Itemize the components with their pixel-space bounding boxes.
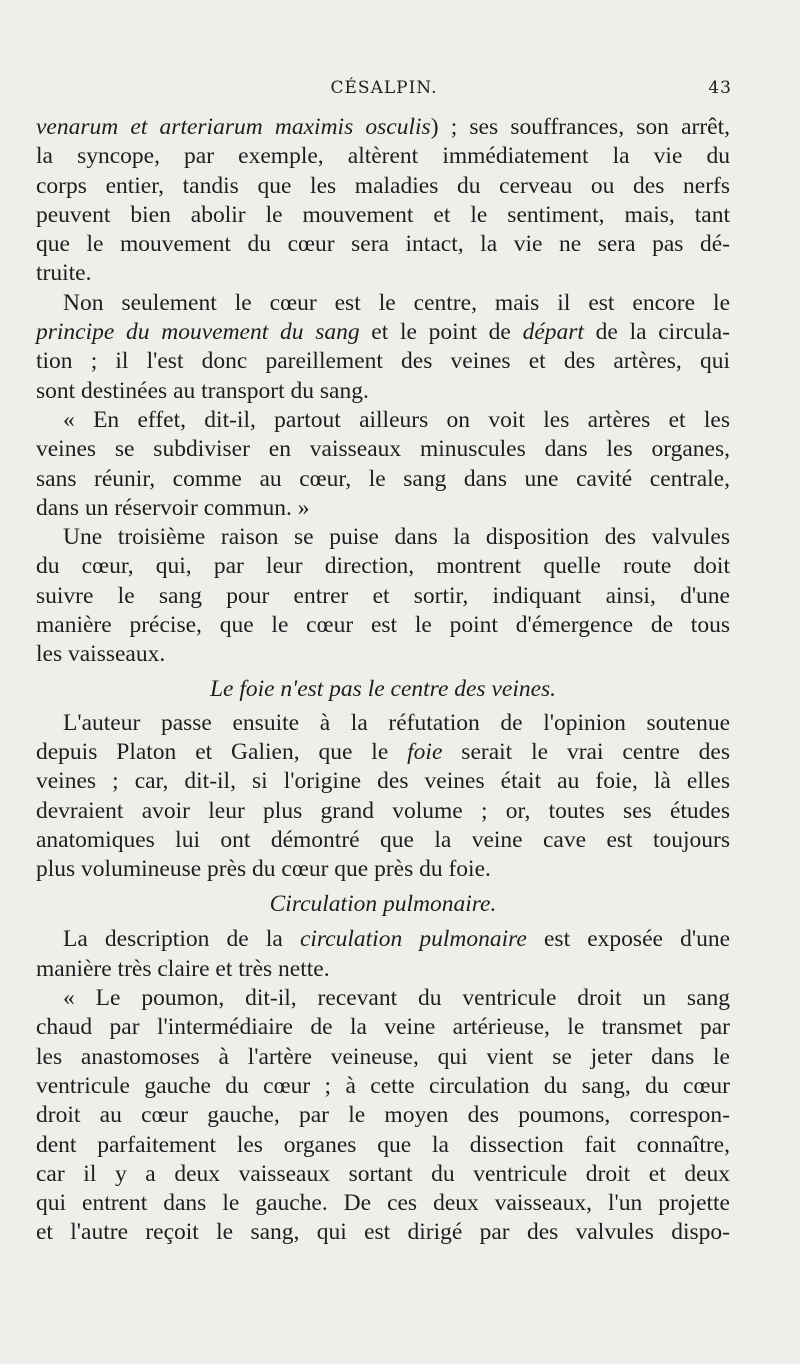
text-line: Une troisième raison se puise dans la disposition des valvules xyxy=(63,524,730,551)
text-line: ventricule gauche du cœur ; à cette circulation du sang, du cœur xyxy=(36,1072,730,1099)
text-line: et l'autre reçoit le sang, qui est dirigé par des valvules dispo- xyxy=(36,1219,730,1246)
text-line: veines ; car, dit-il, si l'origine des veines était au foie, là elles xyxy=(36,768,730,795)
text-line: « En effet, dit-il, partout ailleurs on voit les artères et les xyxy=(63,406,730,433)
text-line: sans réunir, comme au cœur, le sang dans une cavité centrale, xyxy=(36,465,730,492)
text-line: truite. xyxy=(36,260,92,287)
text-line: tion ; il l'est donc pareillement des veines et des artères, qui xyxy=(36,348,730,375)
text-line: L'auteur passe ensuite à la réfutation de l'opinion soutenue xyxy=(63,709,730,736)
text-line: les vaisseaux. xyxy=(36,641,166,668)
text-line: sont destinées au transport du sang. xyxy=(36,377,369,404)
page-body xyxy=(36,113,730,1248)
text-line: du cœur, qui, par leur direction, montrent quelle route doit xyxy=(36,553,730,580)
text-line: La description de la circulation pulmonaire est exposée d'une xyxy=(63,926,730,953)
text-line: que le mouvement du cœur sera intact, la vie ne sera pas dé- xyxy=(36,231,730,258)
text-line: plus volumineuse près du cœur que près du foie. xyxy=(36,856,491,883)
text-line: veines se subdiviser en vaisseaux minuscules dans les organes, xyxy=(36,436,730,463)
text-line: principe du mouvement du sang et le point de départ de la circula- xyxy=(36,319,730,346)
text-line: anatomiques lui ont démontré que la veine cave est toujours xyxy=(36,826,730,853)
text-line: manière très claire et très nette. xyxy=(36,955,330,982)
text-line: manière précise, que le cœur est le point d'émergence de tous xyxy=(36,612,730,639)
section-heading: Le foie n'est pas le centre des veines. xyxy=(209,675,557,702)
running-title: CÉSALPIN. xyxy=(330,78,438,98)
section-heading: Circulation pulmonaire. xyxy=(269,891,497,918)
text-line: chaud par l'intermédiaire de la veine artérieuse, le transmet par xyxy=(36,1014,730,1041)
running-header xyxy=(36,78,732,102)
text-line: « Le poumon, dit-il, recevant du ventricule droit un sang xyxy=(63,985,730,1012)
text-line: suivre le sang pour entrer et sortir, indiquant ainsi, d'une xyxy=(36,582,730,609)
text-line: car il y a deux vaisseaux sortant du ventricule droit et deux xyxy=(36,1160,730,1187)
text-line: devraient avoir leur plus grand volume ; or, toutes ses études xyxy=(36,797,730,824)
text-line: dent parfaitement les organes que la dissection fait connaître, xyxy=(36,1131,730,1158)
text-line: depuis Platon et Galien, que le foie serait le vrai centre des xyxy=(36,738,730,765)
text-line: dans un réservoir commun. » xyxy=(36,494,310,521)
text-line: peuvent bien abolir le mouvement et le sentiment, mais, tant xyxy=(36,201,730,228)
text-line: Non seulement le cœur est le centre, mais il est encore le xyxy=(63,289,730,316)
text-line: corps entier, tandis que les maladies du cerveau ou des nerfs xyxy=(36,172,730,199)
text-line: les anastomoses à l'artère veineuse, qui vient se jeter dans le xyxy=(36,1043,730,1070)
page-number: 43 xyxy=(708,78,732,98)
text-line: qui entrent dans le gauche. De ces deux vaisseaux, l'un projette xyxy=(36,1190,730,1217)
text-line: droit au cœur gauche, par le moyen des poumons, correspon- xyxy=(36,1102,730,1129)
text-line: la syncope, par exemple, altèrent immédiatement la vie du xyxy=(36,143,730,170)
text-line: venarum et arteriarum maximis osculis) ; ses souffrances, son arrêt, xyxy=(36,114,731,140)
